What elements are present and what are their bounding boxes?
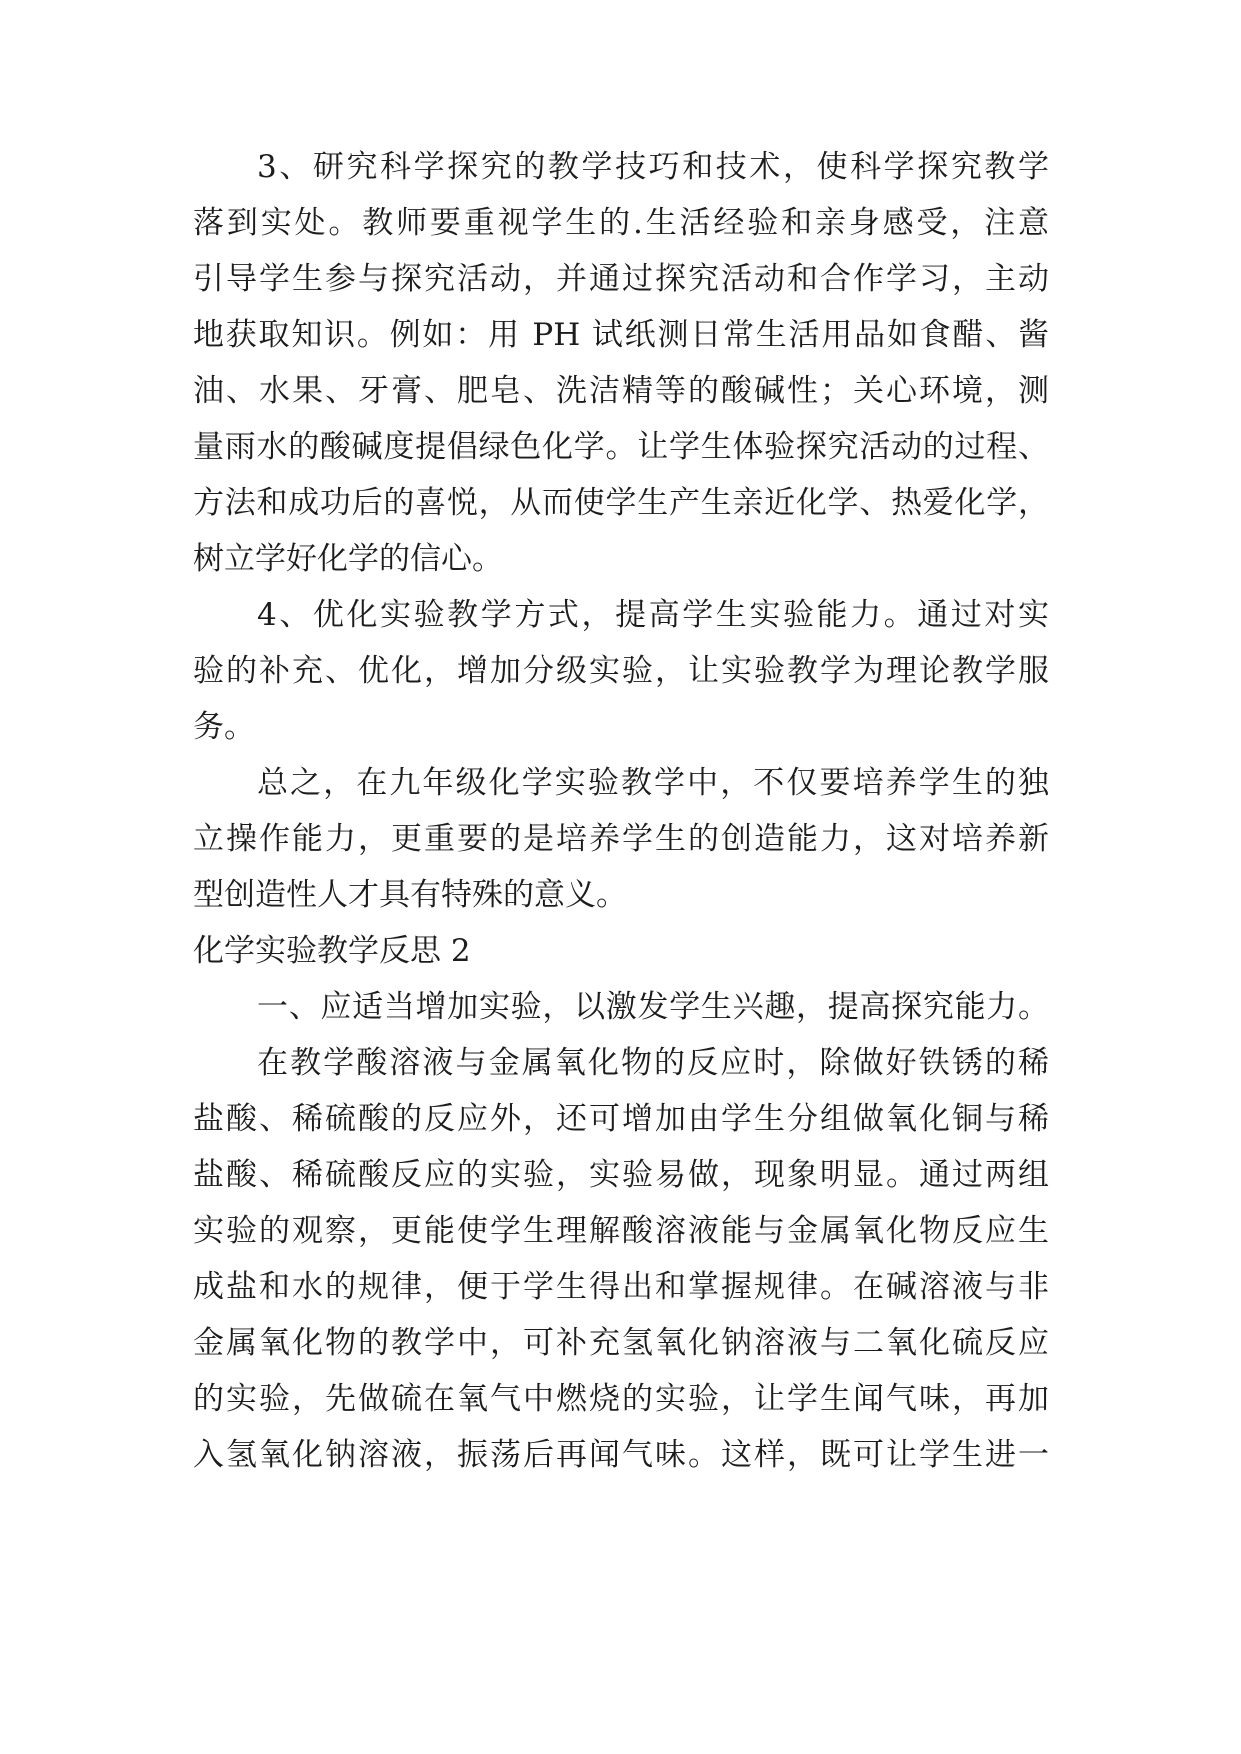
paragraph-line: 实验的观察，更能使学生理解酸溶液能与金属氧化物反应生 — [193, 1213, 1049, 1249]
paragraph-line: 入氢氧化钠溶液，振荡后再闻气味。这样，既可让学生进一 — [193, 1437, 1049, 1473]
paragraph-line: 量雨水的酸碱度提倡绿色化学。让学生体验探究活动的过程、 — [193, 429, 1049, 465]
section-heading: 化学实验教学反思 2 — [193, 933, 471, 969]
paragraph-line: 盐酸、稀硫酸的反应外，还可增加由学生分组做氧化铜与稀 — [193, 1101, 1049, 1137]
paragraph-line: 立操作能力，更重要的是培养学生的创造能力，这对培养新 — [193, 821, 1049, 857]
paragraph-line: 引导学生参与探究活动，并通过探究活动和合作学习，主动 — [193, 261, 1049, 297]
paragraph-line: 4、优化实验教学方式，提高学生实验能力。通过对实 — [257, 597, 1049, 633]
paragraph-line: 地获取知识。例如：用 PH 试纸测日常生活用品如食醋、酱 — [193, 317, 1049, 353]
paragraph-line: 落到实处。教师要重视学生的.生活经验和亲身感受，注意 — [193, 205, 1049, 241]
paragraph-line: 油、水果、牙膏、肥皂、洗洁精等的酸碱性；关心环境，测 — [193, 373, 1049, 409]
paragraph-line: 验的补充、优化，增加分级实验，让实验教学为理论教学服 — [193, 653, 1049, 689]
paragraph-line: 方法和成功后的喜悦，从而使学生产生亲近化学、热爱化学， — [193, 485, 1049, 521]
paragraph-line: 3、研究科学探究的教学技巧和技术，使科学探究教学 — [257, 149, 1049, 185]
paragraph-line: 一、应适当增加实验，以激发学生兴趣，提高探究能力。 — [257, 989, 1049, 1025]
paragraph-line: 金属氧化物的教学中，可补充氢氧化钠溶液与二氧化硫反应 — [193, 1325, 1049, 1361]
paragraph-line: 型创造性人才具有特殊的意义。 — [193, 877, 627, 913]
paragraph-line: 成盐和水的规律，便于学生得出和掌握规律。在碱溶液与非 — [193, 1269, 1049, 1305]
paragraph-line: 在教学酸溶液与金属氧化物的反应时，除做好铁锈的稀 — [257, 1045, 1049, 1081]
paragraph-line: 务。 — [193, 709, 255, 745]
paragraph-line: 盐酸、稀硫酸反应的实验，实验易做，现象明显。通过两组 — [193, 1157, 1049, 1193]
paragraph-line: 树立学好化学的信心。 — [193, 541, 503, 577]
paragraph-line: 的实验，先做硫在氧气中燃烧的实验，让学生闻气味，再加 — [193, 1381, 1049, 1417]
paragraph-line: 总之，在九年级化学实验教学中，不仅要培养学生的独 — [257, 765, 1049, 801]
